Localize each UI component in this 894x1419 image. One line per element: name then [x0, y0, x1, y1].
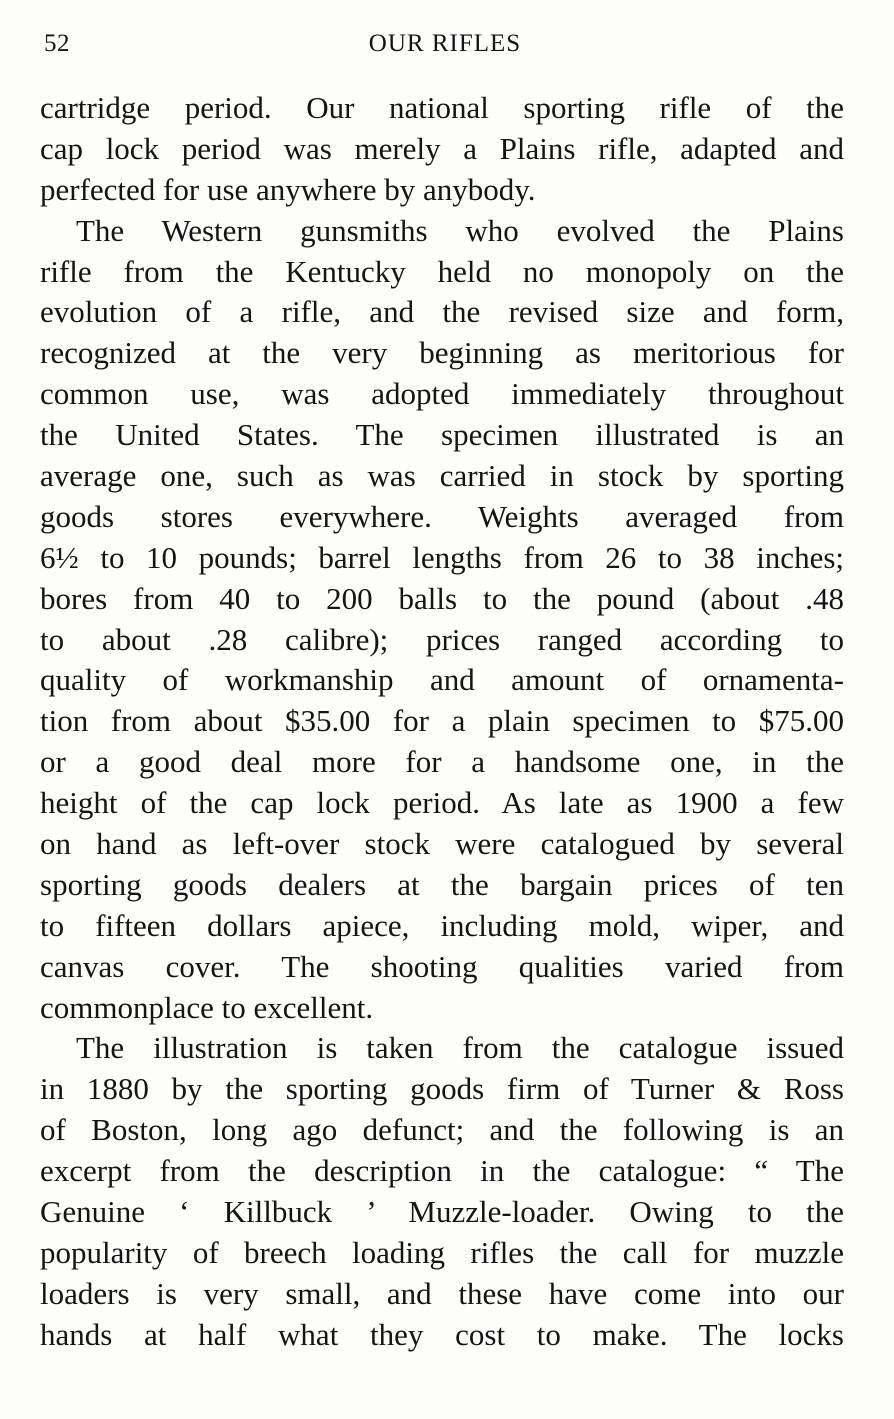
text-line: common use, was adopted immediately throughout [40, 376, 844, 412]
text-line: quality of workmanship and amount of ornamenta- [40, 662, 844, 698]
text-line: height of the cap lock period. As late as 1900 a few [40, 785, 844, 821]
text-line: tion from about $35.00 for a plain specimen to $75.00 [40, 703, 844, 739]
text-line: to about .28 calibre); prices ranged according to [40, 621, 844, 657]
text-line: Genuine ‘ Killbuck ’ Muzzle-loader. Owing to the [40, 1194, 844, 1230]
text-line: on hand as left-over stock were catalogued by several [40, 826, 844, 862]
text-line: cartridge period. Our national sporting rifle of the [40, 90, 844, 125]
paragraph-1 [40, 88, 844, 211]
text-line: evolution of a rifle, and the revised size and form, [40, 294, 844, 330]
text-line: to fifteen dollars apiece, including mold, wiper, and [40, 907, 844, 943]
text-line: 6½ to 10 pounds; barrel lengths from 26 to 38 inches; [40, 539, 844, 575]
text-line: recognized at the very beginning as meritorious for [40, 335, 844, 371]
text-line: popularity of breech loading rifles the call for muzzle [40, 1234, 844, 1270]
body-text [40, 88, 844, 1356]
text-line: perfected for use anywhere by anybody. [40, 171, 536, 207]
text-line: or a good deal more for a handsome one, in the [40, 744, 844, 780]
text-line: of Boston, long ago defunct; and the following is an [40, 1112, 844, 1148]
text-line: The Western gunsmiths who evolved the Plains [76, 212, 844, 248]
text-line: commonplace to excellent. [40, 989, 374, 1025]
text-line: excerpt from the description in the catalogue: “ The [40, 1153, 844, 1189]
text-line: rifle from the Kentucky held no monopoly on the [40, 253, 844, 289]
running-head [40, 30, 850, 64]
paragraph-2 [40, 211, 844, 1029]
text-line: cap lock period was merely a Plains rifle, adapted and [40, 130, 844, 166]
text-line: sporting goods dealers at the bargain prices of ten [40, 866, 844, 902]
page-number: 52 [44, 30, 70, 57]
paragraph-3 [40, 1028, 844, 1355]
running-title: OUR RIFLES [368, 30, 522, 57]
text-line: hands at half what they cost to make. The locks [40, 1316, 844, 1352]
text-line: average one, such as was carried in stock by sporting [40, 458, 844, 494]
text-line: bores from 40 to 200 balls to the pound (about .48 [40, 580, 844, 616]
text-line: the United States. The specimen illustrated is an [40, 417, 844, 453]
text-line: in 1880 by the sporting goods firm of Turner & Ross [40, 1071, 844, 1107]
text-line: goods stores everywhere. Weights averaged from [40, 498, 844, 534]
text-line: The illustration is taken from the catalogue issued [76, 1030, 844, 1066]
text-line: loaders is very small, and these have come into our [40, 1275, 844, 1311]
text-line: canvas cover. The shooting qualities varied from [40, 948, 844, 984]
